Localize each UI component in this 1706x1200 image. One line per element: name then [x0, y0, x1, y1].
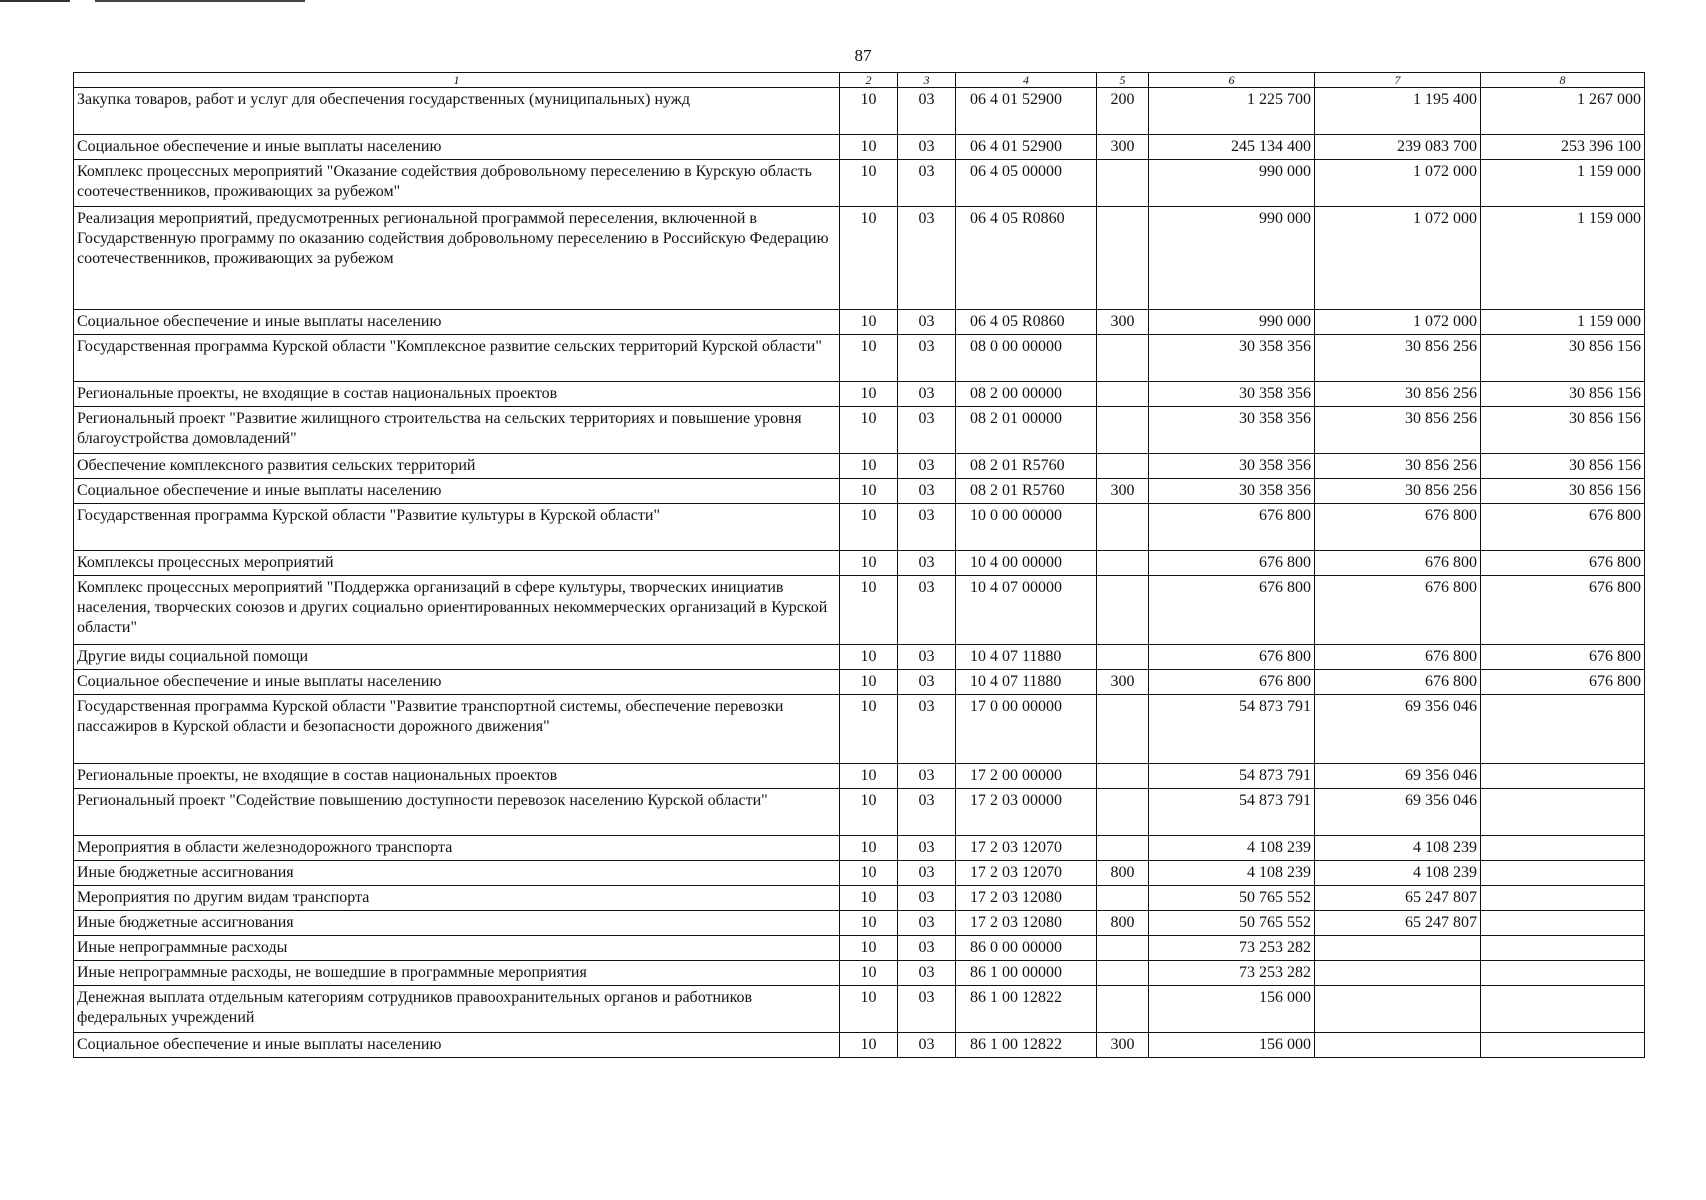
expense-type-code: [1097, 645, 1149, 670]
item-name: Закупка товаров, работ и услуг для обеспечения государственных (муниципальных) нужд: [74, 88, 840, 135]
subsection-code: 03: [898, 861, 956, 886]
target-article-code: 10 4 07 11880: [956, 670, 1097, 695]
expense-type-code: [1097, 454, 1149, 479]
amount-col8: [1481, 764, 1645, 789]
amount-col6: 54 873 791: [1149, 695, 1315, 764]
target-article-code: 17 2 03 12070: [956, 861, 1097, 886]
amount-col6: 156 000: [1149, 986, 1315, 1033]
amount-col8: 1 159 000: [1481, 207, 1645, 310]
item-name: Социальное обеспечение и иные выплаты населению: [74, 135, 840, 160]
section-code: 10: [840, 645, 898, 670]
budget-table: [73, 72, 1645, 1058]
subsection-code: 03: [898, 407, 956, 454]
subsection-code: 03: [898, 789, 956, 836]
subsection-code: 03: [898, 576, 956, 645]
amount-col6: 676 800: [1149, 670, 1315, 695]
column-number-row: [74, 73, 1645, 88]
section-code: 10: [840, 454, 898, 479]
target-article-code: 86 1 00 12822: [956, 986, 1097, 1033]
target-article-code: 06 4 05 R0860: [956, 310, 1097, 335]
section-code: 10: [840, 504, 898, 551]
column-header: 5: [1097, 73, 1149, 88]
expense-type-code: 200: [1097, 88, 1149, 135]
amount-col8: 30 856 156: [1481, 382, 1645, 407]
amount-col7: 676 800: [1315, 645, 1481, 670]
amount-col8: 676 800: [1481, 576, 1645, 645]
expense-type-code: [1097, 504, 1149, 551]
amount-col8: [1481, 1033, 1645, 1058]
column-header: 6: [1149, 73, 1315, 88]
subsection-code: 03: [898, 504, 956, 551]
column-header: 8: [1481, 73, 1645, 88]
amount-col7: 239 083 700: [1315, 135, 1481, 160]
amount-col8: [1481, 911, 1645, 936]
section-code: 10: [840, 936, 898, 961]
section-code: 10: [840, 551, 898, 576]
item-name: Государственная программа Курской области "Развитие культуры в Курской области": [74, 504, 840, 551]
expense-type-code: 800: [1097, 861, 1149, 886]
subsection-code: 03: [898, 160, 956, 207]
expense-type-code: [1097, 836, 1149, 861]
expense-type-code: [1097, 789, 1149, 836]
amount-col7: [1315, 1033, 1481, 1058]
subsection-code: 03: [898, 135, 956, 160]
expense-type-code: [1097, 961, 1149, 986]
item-name: Обеспечение комплексного развития сельских территорий: [74, 454, 840, 479]
amount-col6: 30 358 356: [1149, 407, 1315, 454]
amount-col6: 990 000: [1149, 310, 1315, 335]
amount-col6: 676 800: [1149, 504, 1315, 551]
amount-col8: [1481, 886, 1645, 911]
subsection-code: 03: [898, 335, 956, 382]
section-code: 10: [840, 764, 898, 789]
subsection-code: 03: [898, 764, 956, 789]
section-code: 10: [840, 961, 898, 986]
section-code: 10: [840, 576, 898, 645]
table-row: [74, 986, 1645, 1033]
amount-col7: 30 856 256: [1315, 479, 1481, 504]
amount-col7: [1315, 961, 1481, 986]
subsection-code: 03: [898, 911, 956, 936]
scan-top-rule: [95, 0, 305, 2]
table-row: [74, 836, 1645, 861]
expense-type-code: [1097, 382, 1149, 407]
subsection-code: 03: [898, 886, 956, 911]
column-header: 4: [956, 73, 1097, 88]
amount-col6: 676 800: [1149, 645, 1315, 670]
item-name: Мероприятия по другим видам транспорта: [74, 886, 840, 911]
scan-top-rule: [0, 0, 70, 2]
amount-col7: 30 856 256: [1315, 454, 1481, 479]
expense-type-code: [1097, 576, 1149, 645]
amount-col6: 50 765 552: [1149, 911, 1315, 936]
amount-col7: 69 356 046: [1315, 789, 1481, 836]
amount-col8: 253 396 100: [1481, 135, 1645, 160]
amount-col7: 30 856 256: [1315, 407, 1481, 454]
table-row: [74, 670, 1645, 695]
subsection-code: 03: [898, 936, 956, 961]
amount-col8: [1481, 695, 1645, 764]
target-article-code: 10 4 00 00000: [956, 551, 1097, 576]
amount-col6: 4 108 239: [1149, 836, 1315, 861]
amount-col6: 73 253 282: [1149, 936, 1315, 961]
amount-col6: 30 358 356: [1149, 479, 1315, 504]
expense-type-code: 300: [1097, 310, 1149, 335]
amount-col7: 65 247 807: [1315, 886, 1481, 911]
table-row: [74, 88, 1645, 135]
section-code: 10: [840, 310, 898, 335]
amount-col7: 1 072 000: [1315, 207, 1481, 310]
expense-type-code: [1097, 335, 1149, 382]
subsection-code: 03: [898, 382, 956, 407]
item-name: Государственная программа Курской области "Комплексное развитие сельских территорий Курской области": [74, 335, 840, 382]
target-article-code: 06 4 05 R0860: [956, 207, 1097, 310]
subsection-code: 03: [898, 479, 956, 504]
amount-col8: 676 800: [1481, 670, 1645, 695]
amount-col8: 1 159 000: [1481, 310, 1645, 335]
target-article-code: 06 4 01 52900: [956, 135, 1097, 160]
table-row: [74, 479, 1645, 504]
section-code: 10: [840, 1033, 898, 1058]
page-number: 87: [854, 46, 872, 65]
amount-col7: [1315, 936, 1481, 961]
amount-col7: 69 356 046: [1315, 764, 1481, 789]
item-name: Социальное обеспечение и иные выплаты населению: [74, 670, 840, 695]
subsection-code: 03: [898, 645, 956, 670]
expense-type-code: 300: [1097, 135, 1149, 160]
table-row: [74, 504, 1645, 551]
target-article-code: 86 1 00 00000: [956, 961, 1097, 986]
subsection-code: 03: [898, 986, 956, 1033]
target-article-code: 08 2 00 00000: [956, 382, 1097, 407]
item-name: Государственная программа Курской области "Развитие транспортной системы, обеспечение перевозки пассажиров в Курской области и безопасности дорожного движения": [74, 695, 840, 764]
target-article-code: 06 4 05 00000: [956, 160, 1097, 207]
amount-col6: 30 358 356: [1149, 382, 1315, 407]
amount-col6: 4 108 239: [1149, 861, 1315, 886]
column-header: 3: [898, 73, 956, 88]
section-code: 10: [840, 479, 898, 504]
subsection-code: 03: [898, 207, 956, 310]
subsection-code: 03: [898, 695, 956, 764]
amount-col8: 30 856 156: [1481, 407, 1645, 454]
expense-type-code: [1097, 207, 1149, 310]
amount-col8: [1481, 836, 1645, 861]
amount-col6: 156 000: [1149, 1033, 1315, 1058]
amount-col7: 4 108 239: [1315, 836, 1481, 861]
expense-type-code: [1097, 695, 1149, 764]
item-name: Региональный проект "Развитие жилищного строительства на сельских территориях и повышение уровня благоустройства домовладений": [74, 407, 840, 454]
item-name: Региональные проекты, не входящие в состав национальных проектов: [74, 764, 840, 789]
target-article-code: 17 2 03 12070: [956, 836, 1097, 861]
section-code: 10: [840, 911, 898, 936]
table-row: [74, 961, 1645, 986]
subsection-code: 03: [898, 836, 956, 861]
target-article-code: 86 1 00 12822: [956, 1033, 1097, 1058]
target-article-code: 06 4 01 52900: [956, 88, 1097, 135]
column-header: 1: [74, 73, 840, 88]
amount-col8: 676 800: [1481, 504, 1645, 551]
table-row: [74, 886, 1645, 911]
amount-col7: 1 072 000: [1315, 310, 1481, 335]
table-row: [74, 382, 1645, 407]
table-row: [74, 207, 1645, 310]
amount-col7: 30 856 256: [1315, 335, 1481, 382]
target-article-code: 17 0 00 00000: [956, 695, 1097, 764]
amount-col6: 676 800: [1149, 576, 1315, 645]
target-article-code: 10 0 00 00000: [956, 504, 1097, 551]
target-article-code: 17 2 03 12080: [956, 886, 1097, 911]
table-row: [74, 135, 1645, 160]
item-name: Социальное обеспечение и иные выплаты населению: [74, 310, 840, 335]
target-article-code: 10 4 07 11880: [956, 645, 1097, 670]
section-code: 10: [840, 886, 898, 911]
amount-col6: 73 253 282: [1149, 961, 1315, 986]
table-row: [74, 695, 1645, 764]
column-header: 2: [840, 73, 898, 88]
table-row: [74, 861, 1645, 886]
amount-col8: 30 856 156: [1481, 454, 1645, 479]
table-row: [74, 1033, 1645, 1058]
item-name: Иные непрограммные расходы: [74, 936, 840, 961]
expense-type-code: 300: [1097, 670, 1149, 695]
section-code: 10: [840, 135, 898, 160]
amount-col8: [1481, 961, 1645, 986]
target-article-code: 08 0 00 00000: [956, 335, 1097, 382]
section-code: 10: [840, 88, 898, 135]
target-article-code: 08 2 01 R5760: [956, 479, 1097, 504]
section-code: 10: [840, 836, 898, 861]
subsection-code: 03: [898, 961, 956, 986]
amount-col6: 54 873 791: [1149, 764, 1315, 789]
expense-type-code: [1097, 886, 1149, 911]
expense-type-code: 300: [1097, 1033, 1149, 1058]
target-article-code: 08 2 01 00000: [956, 407, 1097, 454]
item-name: Социальное обеспечение и иные выплаты населению: [74, 1033, 840, 1058]
item-name: Мероприятия в области железнодорожного транспорта: [74, 836, 840, 861]
subsection-code: 03: [898, 88, 956, 135]
section-code: 10: [840, 695, 898, 764]
amount-col7: 676 800: [1315, 504, 1481, 551]
target-article-code: 17 2 03 12080: [956, 911, 1097, 936]
expense-type-code: [1097, 986, 1149, 1033]
amount-col6: 245 134 400: [1149, 135, 1315, 160]
amount-col7: 676 800: [1315, 551, 1481, 576]
expense-type-code: 300: [1097, 479, 1149, 504]
expense-type-code: [1097, 764, 1149, 789]
section-code: 10: [840, 407, 898, 454]
amount-col8: 676 800: [1481, 551, 1645, 576]
section-code: 10: [840, 789, 898, 836]
item-name: Комплекс процессных мероприятий "Оказание содействия добровольному переселению в Курскую область соотечественников, проживающих за рубежом": [74, 160, 840, 207]
amount-col7: 30 856 256: [1315, 382, 1481, 407]
subsection-code: 03: [898, 670, 956, 695]
table-row: [74, 764, 1645, 789]
subsection-code: 03: [898, 310, 956, 335]
table-row: [74, 936, 1645, 961]
amount-col6: 676 800: [1149, 551, 1315, 576]
amount-col8: 1 159 000: [1481, 160, 1645, 207]
amount-col7: 1 195 400: [1315, 88, 1481, 135]
target-article-code: 86 0 00 00000: [956, 936, 1097, 961]
section-code: 10: [840, 207, 898, 310]
section-code: 10: [840, 382, 898, 407]
section-code: 10: [840, 861, 898, 886]
table-row: [74, 645, 1645, 670]
target-article-code: 17 2 00 00000: [956, 764, 1097, 789]
amount-col6: 50 765 552: [1149, 886, 1315, 911]
amount-col7: 65 247 807: [1315, 911, 1481, 936]
amount-col7: 1 072 000: [1315, 160, 1481, 207]
amount-col8: 1 267 000: [1481, 88, 1645, 135]
section-code: 10: [840, 335, 898, 382]
item-name: Региональные проекты, не входящие в состав национальных проектов: [74, 382, 840, 407]
amount-col8: [1481, 789, 1645, 836]
target-article-code: 17 2 03 00000: [956, 789, 1097, 836]
table-row: [74, 454, 1645, 479]
expense-type-code: 800: [1097, 911, 1149, 936]
column-header: 7: [1315, 73, 1481, 88]
amount-col8: [1481, 861, 1645, 886]
item-name: Реализация мероприятий, предусмотренных региональной программой переселения, включенной в Государственную программу по оказанию содействия добровольному переселению в Российскую Федерацию соотечественников, проживающих за рубежом: [74, 207, 840, 310]
target-article-code: 08 2 01 R5760: [956, 454, 1097, 479]
amount-col6: 990 000: [1149, 207, 1315, 310]
table-row: [74, 310, 1645, 335]
amount-col8: [1481, 936, 1645, 961]
expense-type-code: [1097, 936, 1149, 961]
amount-col8: 30 856 156: [1481, 335, 1645, 382]
table-row: [74, 911, 1645, 936]
amount-col6: 54 873 791: [1149, 789, 1315, 836]
amount-col7: [1315, 986, 1481, 1033]
item-name: Иные бюджетные ассигнования: [74, 911, 840, 936]
expense-type-code: [1097, 407, 1149, 454]
item-name: Другие виды социальной помощи: [74, 645, 840, 670]
amount-col7: 676 800: [1315, 576, 1481, 645]
subsection-code: 03: [898, 551, 956, 576]
amount-col7: 69 356 046: [1315, 695, 1481, 764]
amount-col6: 30 358 356: [1149, 335, 1315, 382]
expense-type-code: [1097, 551, 1149, 576]
section-code: 10: [840, 160, 898, 207]
table-row: [74, 160, 1645, 207]
section-code: 10: [840, 670, 898, 695]
expense-type-code: [1097, 160, 1149, 207]
item-name: Иные непрограммные расходы, не вошедшие в программные мероприятия: [74, 961, 840, 986]
subsection-code: 03: [898, 1033, 956, 1058]
table-row: [74, 789, 1645, 836]
amount-col7: 4 108 239: [1315, 861, 1481, 886]
item-name: Комплекс процессных мероприятий "Поддержка организаций в сфере культуры, творческих инициатив населения, творческих союзов и других социально ориентированных некоммерческих организаций в Курской области": [74, 576, 840, 645]
subsection-code: 03: [898, 454, 956, 479]
table-row: [74, 551, 1645, 576]
amount-col7: 676 800: [1315, 670, 1481, 695]
amount-col8: 676 800: [1481, 645, 1645, 670]
target-article-code: 10 4 07 00000: [956, 576, 1097, 645]
table-row: [74, 335, 1645, 382]
item-name: Денежная выплата отдельным категориям сотрудников правоохранительных органов и работников федеральных учреждений: [74, 986, 840, 1033]
item-name: Социальное обеспечение и иные выплаты населению: [74, 479, 840, 504]
amount-col6: 30 358 356: [1149, 454, 1315, 479]
item-name: Региональный проект "Содействие повышению доступности перевозок населению Курской области": [74, 789, 840, 836]
amount-col8: 30 856 156: [1481, 479, 1645, 504]
item-name: Комплексы процессных мероприятий: [74, 551, 840, 576]
amount-col6: 1 225 700: [1149, 88, 1315, 135]
table-row: [74, 407, 1645, 454]
amount-col6: 990 000: [1149, 160, 1315, 207]
item-name: Иные бюджетные ассигнования: [74, 861, 840, 886]
table-row: [74, 576, 1645, 645]
section-code: 10: [840, 986, 898, 1033]
amount-col8: [1481, 986, 1645, 1033]
